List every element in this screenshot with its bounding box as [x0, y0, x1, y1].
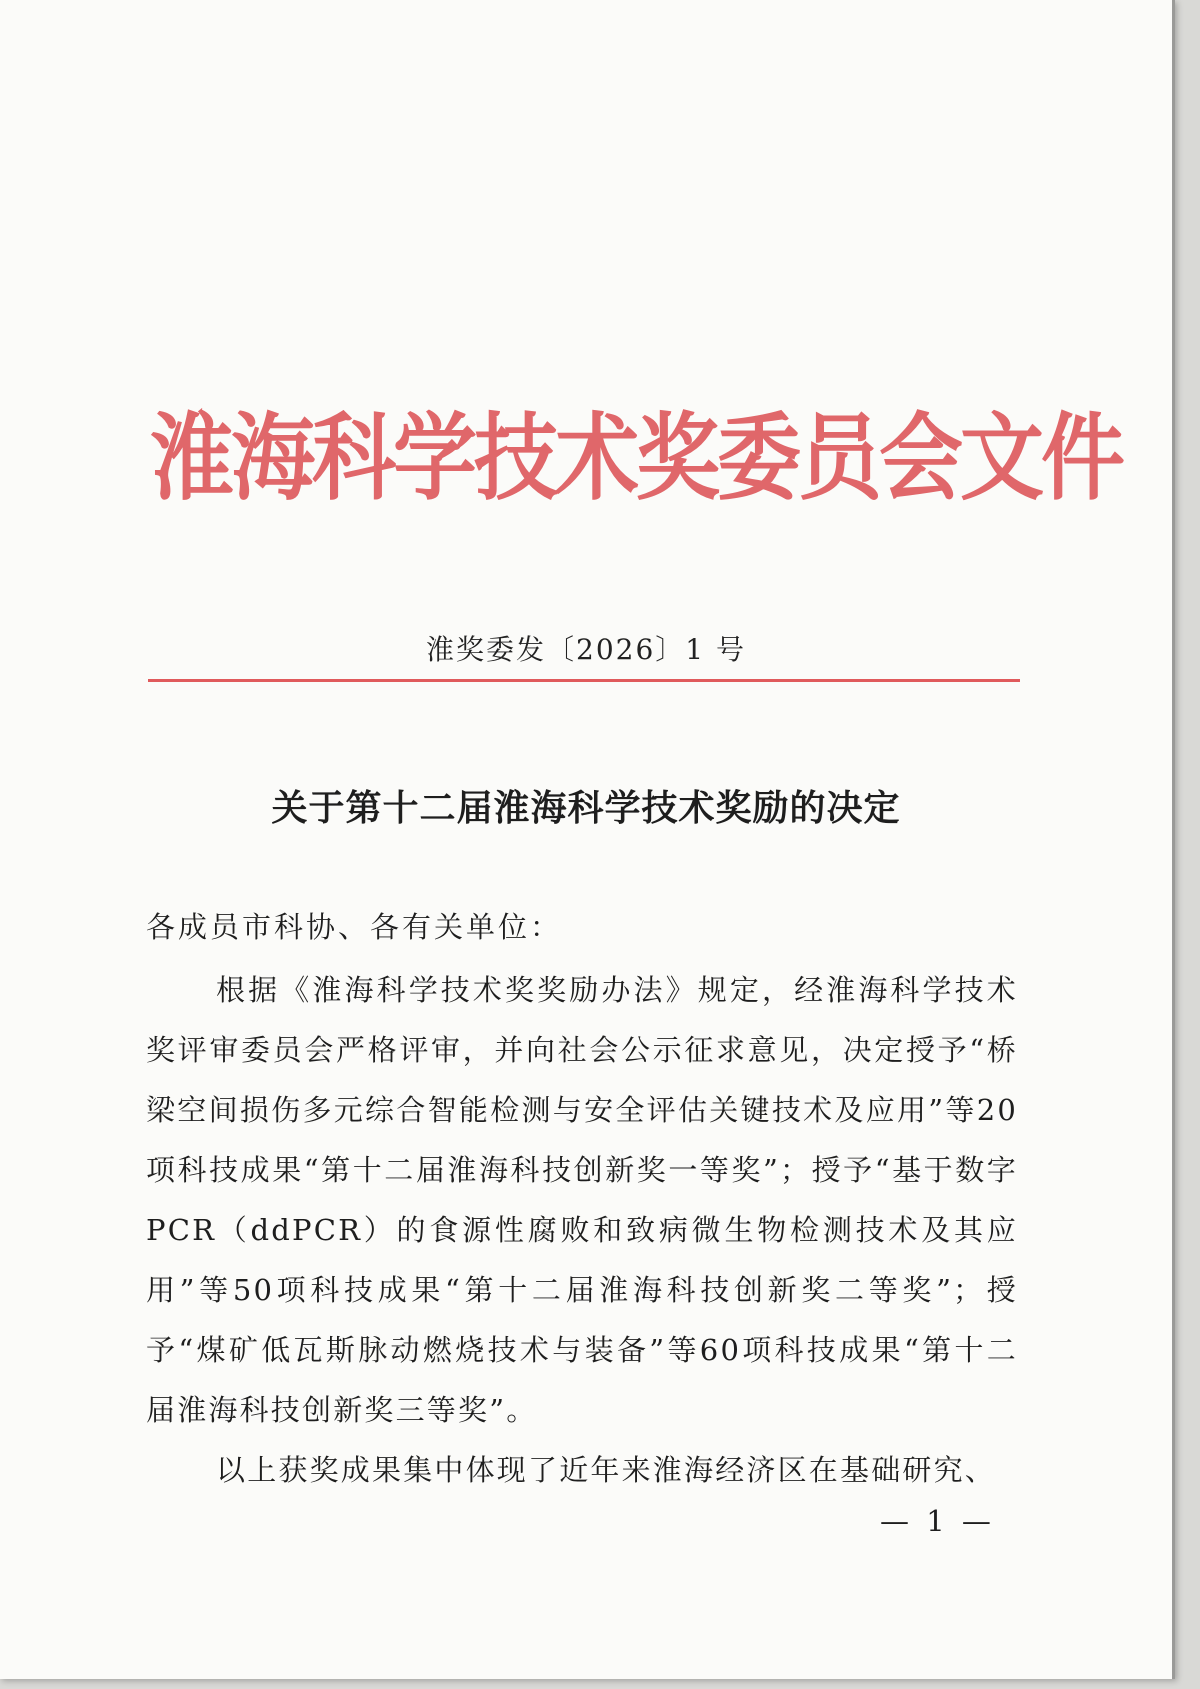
document-title: 关于第十二届淮海科学技术奖励的决定: [271, 787, 901, 829]
body-paragraph-2: 以上获奖成果集中体现了近年来淮海经济区在基础研究、: [216, 1453, 997, 1487]
page-number: — 1 —: [880, 1504, 995, 1538]
body-paragraph-1: 根据《淮海科学技术奖奖励办法》规定，经淮海科学技术奖评审委员会严格评审，并向社会公示征求意见，决定授予“桥梁空间损伤多元综合智能检测与安全评估关键技术及应用”等20项科技成果“第十二届淮海科技创新奖一等奖”；授予“基于数字PCR（ddPCR）的食源性腐败和致病微生物检测技术及其应用”等50项科技成果“第十二届淮海科技创新奖二等奖”；授予“煤矿低瓦斯脉动燃烧技术与装备”等60项科技成果“第十二届淮海科技创新奖三等奖”。: [146, 973, 1018, 1427]
document-number: 淮奖委发〔2026〕1 号: [426, 633, 746, 666]
salutation: 各成员市科协、各有关单位：: [146, 910, 563, 944]
issuer-header-title: 淮海科学技术奖委员会文件: [150, 402, 1123, 513]
red-divider-rule: [148, 679, 1020, 682]
